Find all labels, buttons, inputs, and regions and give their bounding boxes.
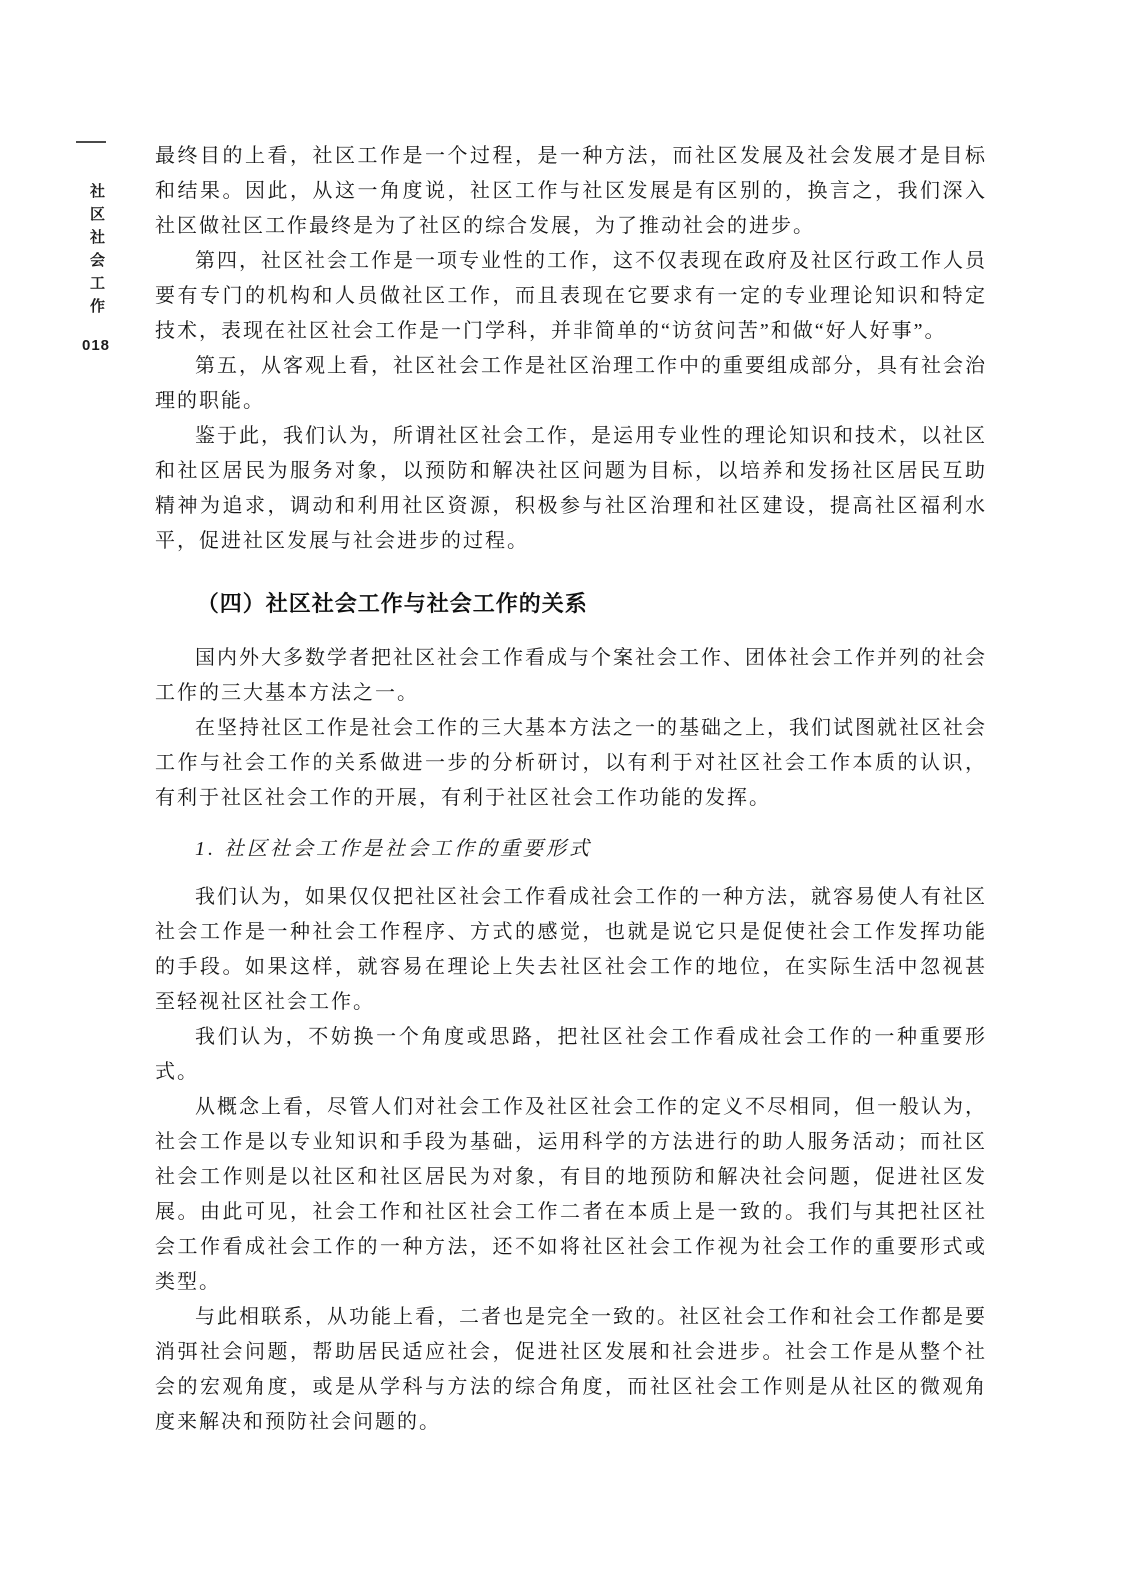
paragraph-point-five: 第五，从客观上看，社区社会工作是社区治理工作中的重要组成部分，具有社会治理的职能。 — [155, 355, 987, 412]
book-title-vertical: 社区社会工作 — [88, 183, 105, 321]
section-heading: （四）社区社会工作与社会工作的关系 — [196, 591, 588, 616]
paragraph-continued: 最终目的上看，社区工作是一个过程，是一种方法，而社区发展及社会发展才是目标和结果。因此，从这一角度说，社区工作与社区发展是有区别的，换言之，我们深入社区做社区工作最终是为了社区的综合发展，为了推动社会的进步。 — [155, 145, 987, 237]
paragraph-three-methods: 国内外大多数学者把社区社会工作看成与个案社会工作、团体社会工作并列的社会工作的三大基本方法之一。 — [155, 647, 987, 704]
page-number: 018 — [81, 337, 111, 354]
paragraph-concept-comparison: 从概念上看，尽管人们对社会工作及社区社会工作的定义不尽相同，但一般认为，社会工作是以专业知识和手段为基础，运用科学的方法进行的助人服务活动；而社区社会工作则是以社区和社区居民为对象，有目的地预防和解决社会问题，促进社区发展。由此可见，社会工作和社区社会工作二者在本质上是一致的。我们与其把社区社会工作看成社会工作的一种方法，还不如将社区社会工作视为社会工作的重要形式或类型。 — [155, 1096, 987, 1293]
paragraph-analysis-intro: 在坚持社区工作是社会工作的三大基本方法之一的基础之上，我们试图就社区社会工作与社会工作的关系做进一步的分析研讨，以有利于对社区社会工作本质的认识，有利于社区社会工作的开展，有利于社区社会工作功能的发挥。 — [155, 717, 987, 809]
paragraph-method-view: 我们认为，如果仅仅把社区社会工作看成社会工作的一种方法，就容易使人有社区社会工作是一种社会工作程序、方式的感觉，也就是说它只是促使社会工作发挥功能的手段。如果这样，就容易在理论上失去社区社会工作的地位，在实际生活中忽视甚至轻视社区社会工作。 — [155, 886, 987, 1013]
paragraph-point-four: 第四，社区社会工作是一项专业性的工作，这不仅表现在政府及社区行政工作人员要有专门的机构和人员做社区工作，而且表现在它要求有一定的专业理论知识和特定技术，表现在社区社会工作是一门学科，并非简单的“访贫问苦”和做“好人好事”。 — [155, 250, 987, 342]
sidebar-rule — [76, 141, 106, 143]
page-body — [155, 139, 987, 1440]
paragraph-function-comparison: 与此相联系，从功能上看，二者也是完全一致的。社区社会工作和社会工作都是要消弭社会问题，帮助居民适应社会，促进社区发展和社会进步。社会工作是从整个社会的宏观角度，或是从学科与方法的综合角度，而社区社会工作则是从社区的微观角度来解决和预防社会问题的。 — [155, 1306, 987, 1433]
paragraph-definition: 鉴于此，我们认为，所谓社区社会工作，是运用专业性的理论知识和技术，以社区和社区居民为服务对象，以预防和解决社区问题为目标，以培养和发扬社区居民互助精神为追求，调动和利用社区资源，积极参与社区治理和社区建设，提高社区福利水平，促进社区发展与社会进步的过程。 — [155, 425, 987, 552]
paragraph-new-angle: 我们认为，不妨换一个角度或思路，把社区社会工作看成社会工作的一种重要形式。 — [155, 1026, 987, 1083]
subsection-heading: 1. 社区社会工作是社会工作的重要形式 — [195, 838, 592, 860]
